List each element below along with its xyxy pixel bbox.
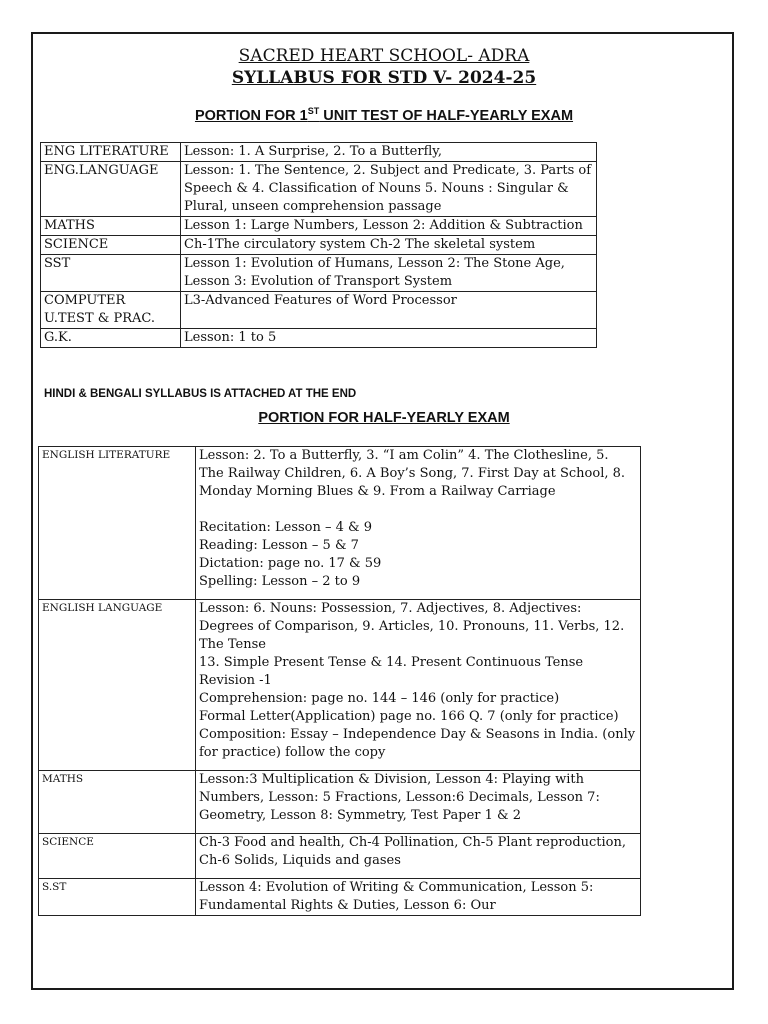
details-cell: Lesson 1: Evolution of Humans, Lesson 2: The Stone Age, Lesson 3: Evolution of Transport System	[181, 255, 597, 292]
subject-cell: COMPUTER U.TEST & PRAC.	[41, 292, 181, 329]
spelling-line: Spelling: Lesson – 2 to 9	[199, 574, 361, 589]
details-cell: L3-Advanced Features of Word Processor	[181, 292, 597, 329]
letter-line: Formal Letter(Application) page no. 166 Q. 7 (only for practice)	[199, 709, 619, 724]
details-cell: Lesson: 1. A Surprise, 2. To a Butterfly,	[181, 143, 597, 162]
details-cell: Lesson: 1. The Sentence, 2. Subject and Predicate, 3. Parts of Speech & 4. Classification of Nouns 5. Nouns : Singular & Plural, unseen comprehension passage	[181, 162, 597, 217]
unit-test-heading: PORTION FOR 1ST UNIT TEST OF HALF-YEARLY EXAM	[194, 106, 574, 124]
details-cell	[196, 600, 641, 771]
lesson-list: Lesson: 2. To a Butterfly, 3. “I am Colin” 4. The Clothesline, 5. The Railway Children, 6. A Boy’s Song, 7. First Day at School, 8. Monday Morning Blues & 9. From a Railway Carriage	[199, 448, 626, 499]
table-row	[41, 217, 597, 236]
details-cell: Lesson 4: Evolution of Writing & Communication, Lesson 5: Fundamental Rights & Duties, Lesson 6: Our	[196, 879, 641, 916]
table-row	[41, 255, 597, 292]
unit-test-table	[40, 142, 597, 348]
subject-cell: SCIENCE	[39, 834, 196, 879]
subject-cell: MATHS	[39, 771, 196, 834]
half-yearly-heading: PORTION FOR HALF-YEARLY EXAM	[258, 410, 510, 426]
table-row	[41, 292, 597, 329]
half-yearly-table	[38, 446, 641, 916]
syllabus-title: SYLLABUS FOR STD V- 2024-25	[231, 68, 537, 88]
table-row	[39, 771, 641, 834]
table-row	[39, 879, 641, 916]
reading-line: Reading: Lesson – 5 & 7	[199, 538, 359, 553]
lesson-list: Lesson: 6. Nouns: Possession, 7. Adjectives, 8. Adjectives: Degrees of Comparison, 9. Articles, 10. Pronouns, 11. Verbs, 12. The Tense	[199, 601, 625, 652]
table-row	[39, 447, 641, 600]
table-row	[39, 600, 641, 771]
table-row	[41, 162, 597, 217]
recitation-line: Recitation: Lesson – 4 & 9	[199, 520, 372, 535]
subject-cell: SST	[41, 255, 181, 292]
details-cell: Lesson 1: Large Numbers, Lesson 2: Addition & Subtraction	[181, 217, 597, 236]
tense-line: 13. Simple Present Tense & 14. Present Continuous Tense	[199, 655, 584, 670]
details-cell	[196, 447, 641, 600]
table-row	[41, 143, 597, 162]
subject-cell: ENGLISH LANGUAGE	[39, 600, 196, 771]
composition-line: Composition: Essay – Independence Day & Seasons in India. (only for practice) follow the copy	[199, 727, 636, 760]
dictation-line: Dictation: page no. 17 & 59	[199, 556, 382, 571]
details-cell: Lesson:3 Multiplication & Division, Lesson 4: Playing with Numbers, Lesson: 5 Fractions, Lesson:6 Decimals, Lesson 7: Geometry, Lesson 8: Symmetry, Test Paper 1 & 2	[196, 771, 641, 834]
table-row	[39, 834, 641, 879]
comprehension-line: Comprehension: page no. 144 – 146 (only for practice)	[199, 691, 560, 706]
subject-cell: SCIENCE	[41, 236, 181, 255]
subject-cell: ENG.LANGUAGE	[41, 162, 181, 217]
details-cell: Ch-1The circulatory system Ch-2 The skeletal system	[181, 236, 597, 255]
revision-line: Revision -1	[199, 673, 272, 688]
attachment-note: HINDI & BENGALI SYLLABUS IS ATTACHED AT THE END	[44, 388, 357, 400]
subject-cell: MATHS	[41, 217, 181, 236]
details-cell: Ch-3 Food and health, Ch-4 Pollination, Ch-5 Plant reproduction, Ch-6 Solids, Liquids and gases	[196, 834, 641, 879]
subject-cell: ENGLISH LITERATURE	[39, 447, 196, 600]
table-row	[41, 236, 597, 255]
subject-cell: G.K.	[41, 329, 181, 348]
subject-cell: S.ST	[39, 879, 196, 916]
school-name: SACRED HEART SCHOOL- ADRA	[238, 46, 530, 66]
details-cell: Lesson: 1 to 5	[181, 329, 597, 348]
subject-cell: ENG LITERATURE	[41, 143, 181, 162]
table-row	[41, 329, 597, 348]
